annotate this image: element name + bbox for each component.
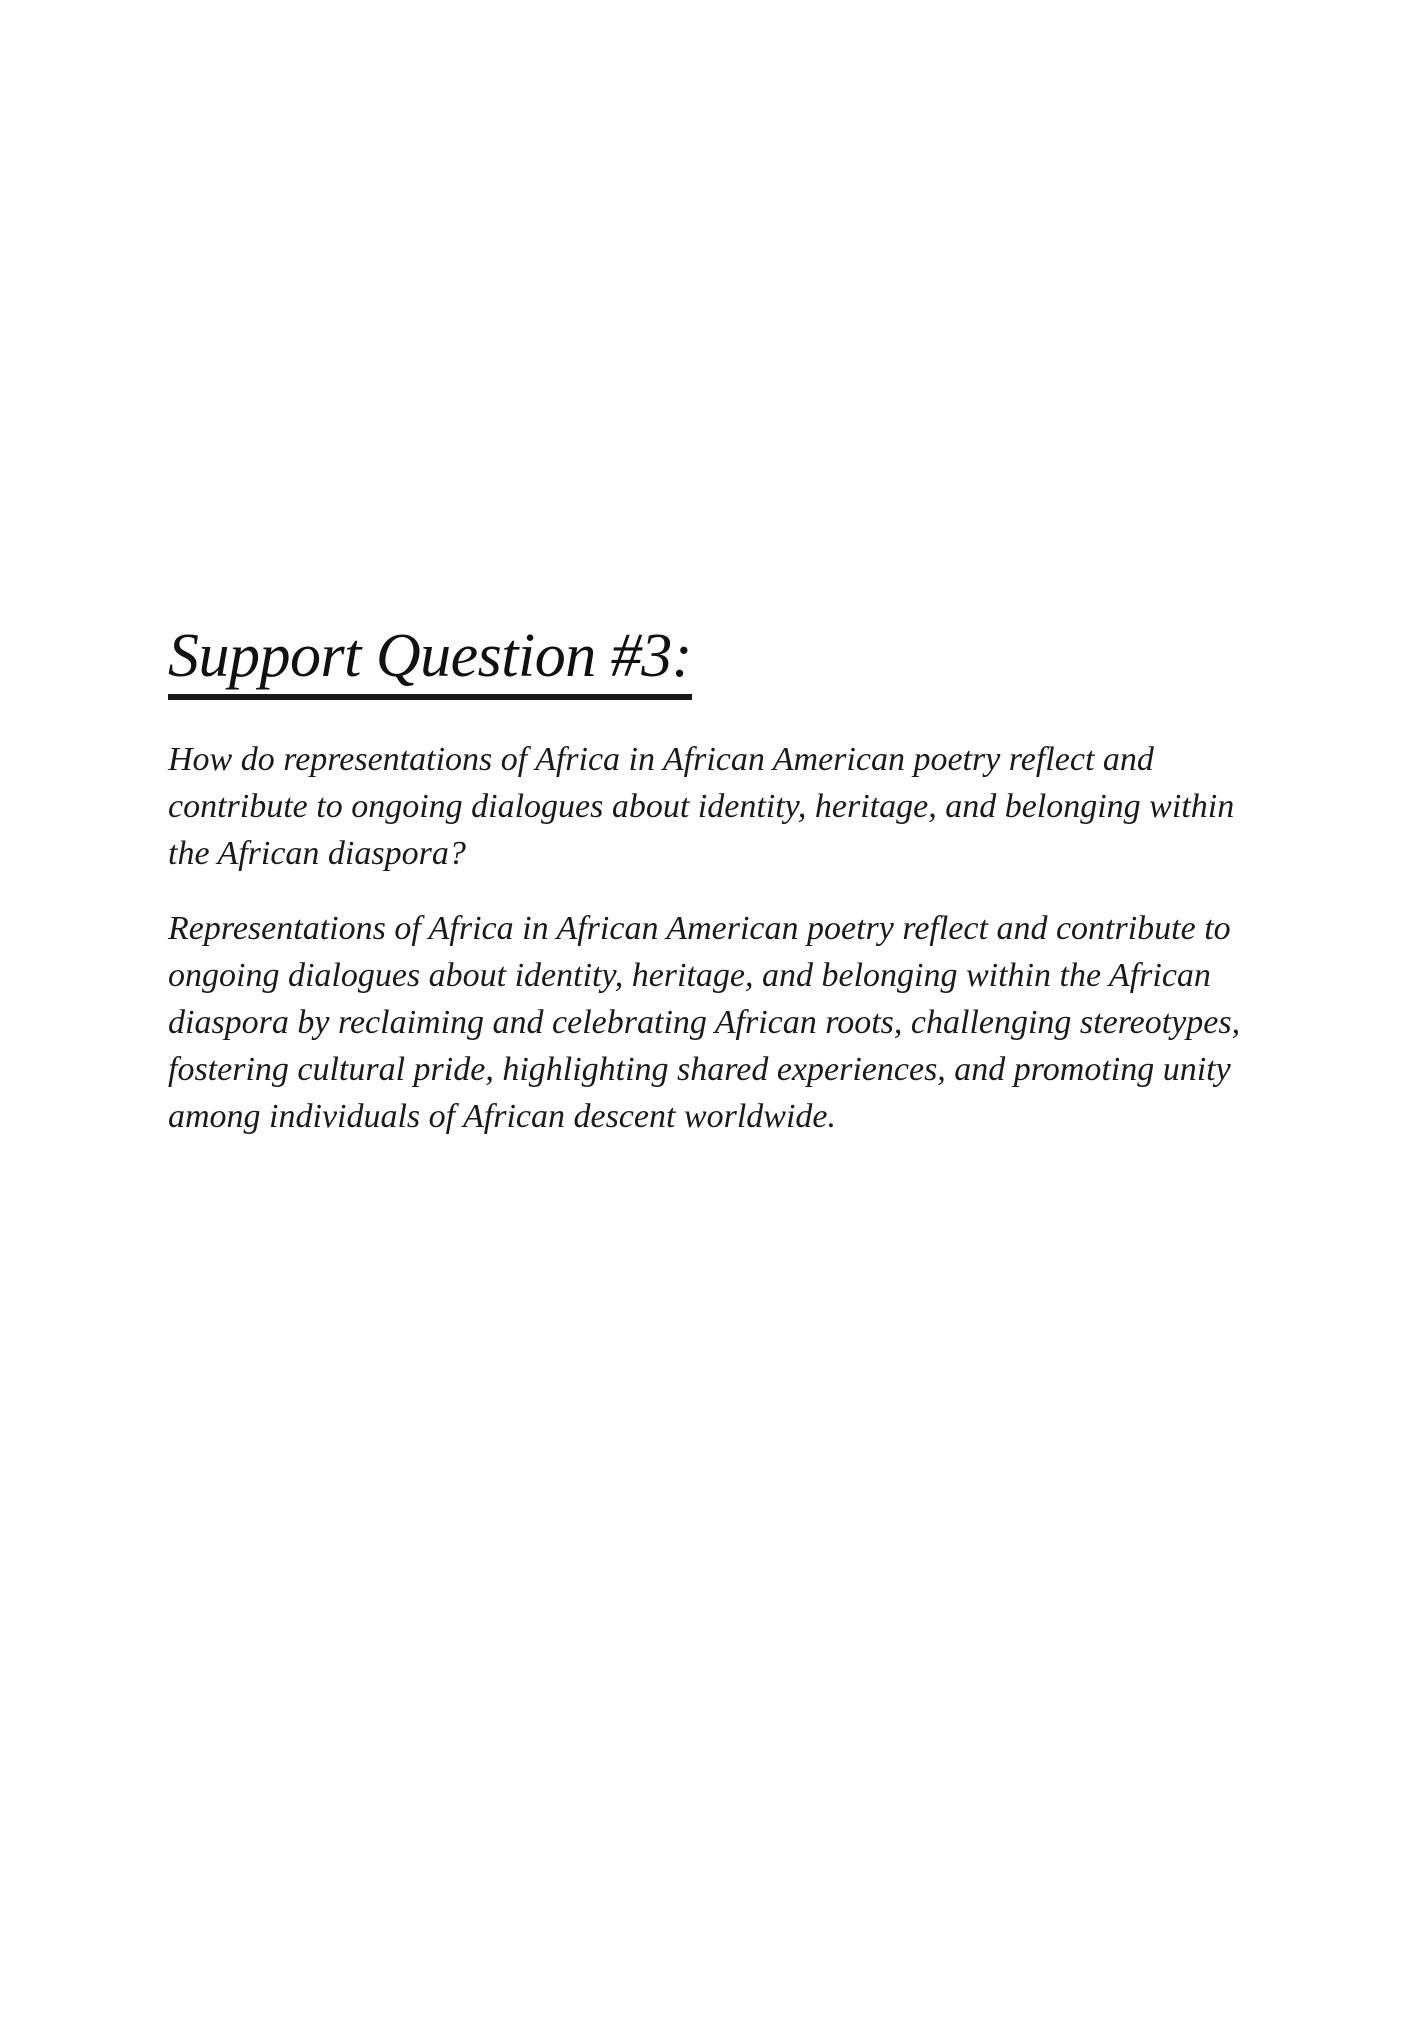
answer-paragraph: Representations of Africa in African American poetry reflect and contribute to ongoing dialogues about identity, heritage, and belonging within the African diaspora by reclaiming and celebrating African roots, challenging stereotypes, fostering cultural pride, highlighting shared experiences, and promoting unity among individuals of African descent worldwide. (168, 910, 1241, 1136)
page-heading: Support Question #3: (168, 622, 692, 700)
content-block (168, 622, 1288, 1140)
support-question: How do representations of Africa in African American poetry reflect and contribute to ongoing dialogues about identity, heritage, and belonging within the African diaspora? (168, 741, 1235, 873)
